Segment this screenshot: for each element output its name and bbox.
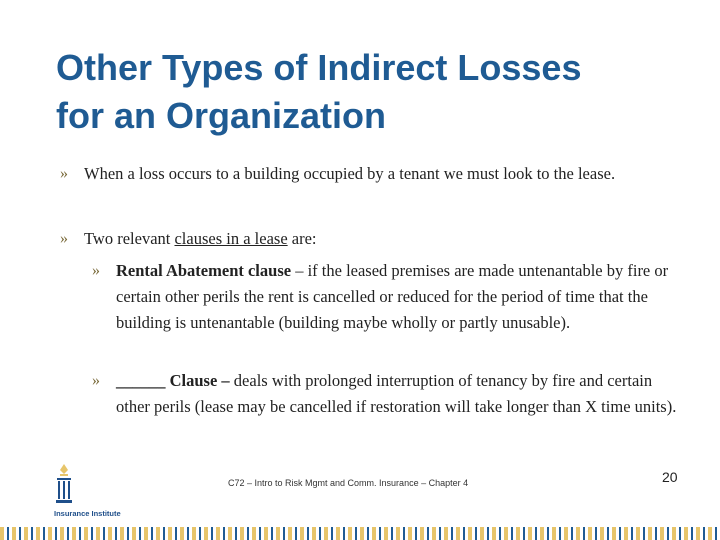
page-number: 20 <box>662 469 678 485</box>
bullet-marker: » <box>60 165 68 182</box>
clause-blank: ______ <box>116 371 166 390</box>
logo-text: Insurance Institute <box>54 509 121 518</box>
sub-bullet-blank-clause <box>92 368 686 420</box>
clause-name: Clause – <box>165 371 234 390</box>
bullet-text: When a loss occurs to a building occupied by a tenant we must look to the lease. <box>84 164 616 183</box>
bullet-clauses <box>60 226 694 252</box>
decorative-stripe <box>0 527 720 540</box>
bullet-marker: » <box>92 372 100 389</box>
title-line-1: Other Types of Indirect Losses <box>56 47 582 88</box>
bullet-lease <box>60 161 694 187</box>
bullet-text-suffix: are: <box>287 229 317 248</box>
title-line-2: for an Organization <box>56 95 387 136</box>
clause-description: – if the leased premises are made untenantable by fire or certain other perils the rent is cancelled or reduced for the period of time that the building is untenantable (building maybe wholly or partly unusable). <box>116 261 669 332</box>
bullet-marker: » <box>92 262 100 279</box>
sub-bullet-rental-abatement <box>92 258 686 336</box>
bullet-text-prefix: Two relevant <box>84 229 175 248</box>
slide-title <box>56 44 696 140</box>
footer-text: C72 – Intro to Risk Mgmt and Comm. Insurance – Chapter 4 <box>228 478 469 488</box>
bullet-text-underlined: clauses in a lease <box>174 229 288 248</box>
clause-description: deals with prolonged interruption of tenancy by fire and certain other perils (lease may be cancelled if restoration will take longer than X time units). <box>116 371 677 416</box>
bullet-marker: » <box>60 230 68 247</box>
clause-name: Rental Abatement clause <box>116 261 292 280</box>
